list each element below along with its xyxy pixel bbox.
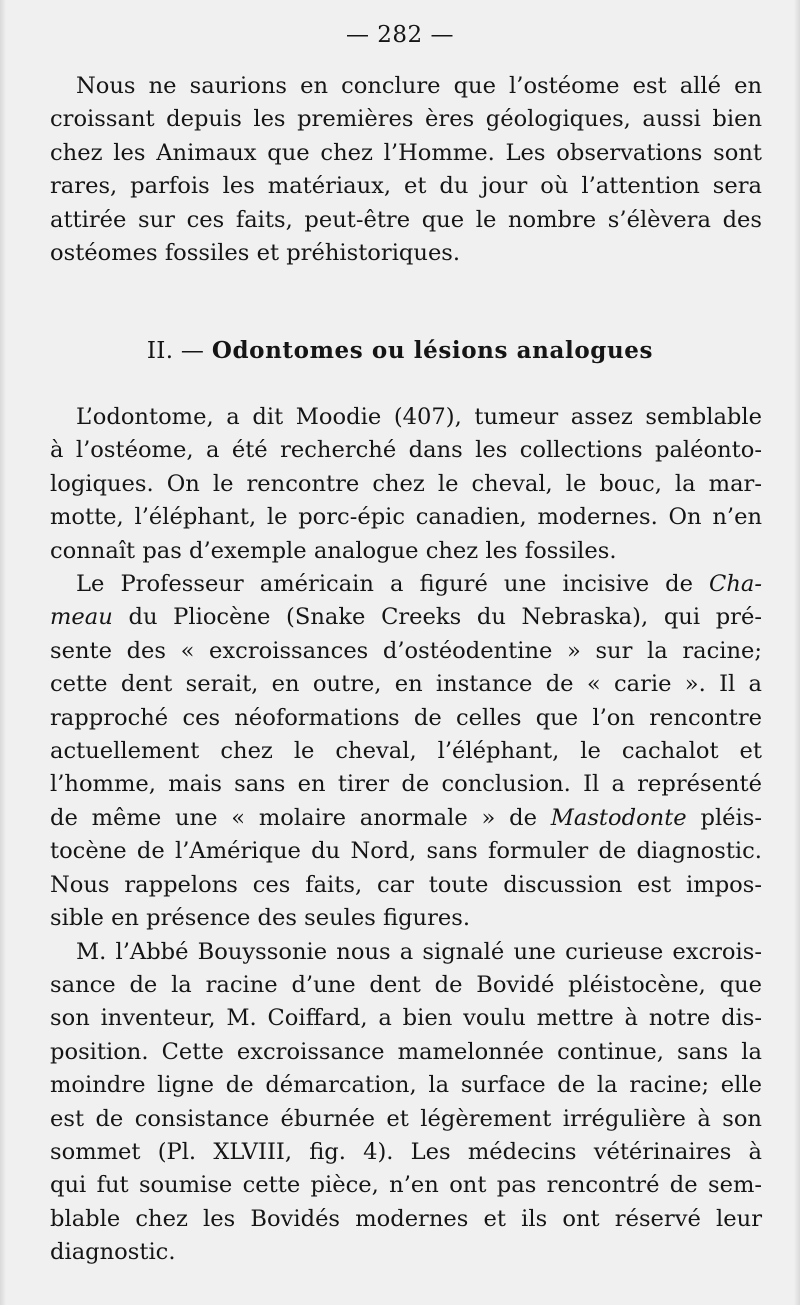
text-span: du Pliocène (Snake Creeks du Nebraska), qui pré-: [112, 604, 762, 631]
text-line: M. l’Abbé Bouyssonie nous a signalé une curieuse excrois-: [76, 938, 762, 965]
page-number: — 282 —: [345, 22, 455, 48]
text-span: de même une « molaire anormale » de: [50, 804, 551, 831]
text-span: Le Professeur américain a figuré une incisive de: [76, 571, 710, 598]
text-line: motte, l’éléphant, le porc-épic canadien, modernes. On n’en: [50, 504, 762, 531]
text-line: croissant depuis les premières ères géologiques, aussi bien: [50, 106, 762, 133]
text-line: l’homme, mais sans en tirer de conclusion. Il a représenté: [50, 771, 762, 798]
text-line: diagnostic.: [50, 1239, 176, 1266]
text-line: sommet (Pl. XLVIII, fig. 4). Les médecins vétérinaires à: [50, 1138, 762, 1165]
text-line: rares, parfois les matériaux, et du jour où l’attention sera: [50, 173, 762, 200]
text-line: sente des « excroissances d’ostéodentine » sur la racine;: [50, 637, 762, 664]
italic-term: Mastodonte: [550, 804, 687, 831]
text-line: blable chez les Bovidés modernes et ils ont réservé leur: [50, 1205, 762, 1232]
text-line: [50, 802, 762, 835]
text-line: moindre ligne de démarcation, la surface de la racine; elle: [50, 1072, 762, 1099]
text-line: tocène de l’Amérique du Nord, sans formuler de diagnostic.: [50, 838, 762, 865]
paragraph-odontome: [50, 401, 762, 568]
section-heading: [0, 337, 800, 364]
text-line: connaît pas d’exemple analogue chez les fossiles.: [50, 537, 617, 564]
text-line: chez les Animaux que chez l’Homme. Les observations sont: [50, 139, 762, 166]
text-line: actuellement chez le cheval, l’éléphant, le cachalot et: [50, 738, 762, 765]
text-line: qui fut soumise cette pièce, n’en ont pas rencontré de sem-: [50, 1172, 762, 1199]
italic-term: meau: [50, 604, 113, 631]
text-line: [50, 568, 762, 601]
italic-term: Cha-: [709, 571, 762, 598]
text-line: position. Cette excroissance mamelonnée continue, sans la: [50, 1038, 762, 1065]
text-line: Nous rappelons ces faits, car toute discussion est impos-: [50, 871, 762, 898]
text-line: cette dent serait, en outre, en instance de « carie ». Il a: [50, 671, 762, 698]
section-title: Odontomes ou lésions analogues: [211, 337, 654, 364]
scan-edge-left: [0, 0, 6, 1305]
text-line: attirée sur ces faits, peut-être que le nombre s’élèvera des: [50, 206, 762, 233]
section-number: II. —: [146, 338, 205, 364]
paragraph-bouyssonie: [50, 936, 762, 1270]
text-line: Nous ne saurions en conclure que l’ostéome est allé en: [76, 73, 762, 99]
text-line: sance de la racine d’une dent de Bovidé pléistocène, que: [50, 971, 762, 998]
text-line: [50, 601, 762, 634]
text-line: est de consistance éburnée et légèrement irrégulière à son: [50, 1105, 762, 1132]
text-line: sible en présence des seules figures.: [50, 905, 471, 932]
text-line: L’odontome, a dit Moodie (407), tumeur assez semblable: [76, 404, 762, 430]
text-line: rapproché ces néoformations de celles que l’on rencontre: [50, 704, 762, 731]
text-span: pléis-: [686, 804, 762, 831]
paragraph-professeur: [50, 568, 762, 935]
scan-edge-right: [794, 0, 800, 1305]
intro-paragraph: [50, 70, 762, 270]
text-line: son inventeur, M. Coiffard, a bien voulu mettre à notre dis-: [50, 1005, 762, 1032]
text-line: ostéomes fossiles et préhistoriques.: [50, 240, 461, 267]
text-line: logiques. On le rencontre chez le cheval, le bouc, la mar-: [50, 470, 762, 497]
text-line: à l’ostéome, a été recherché dans les collections paléonto-: [50, 437, 762, 464]
body-text: [50, 401, 762, 1270]
